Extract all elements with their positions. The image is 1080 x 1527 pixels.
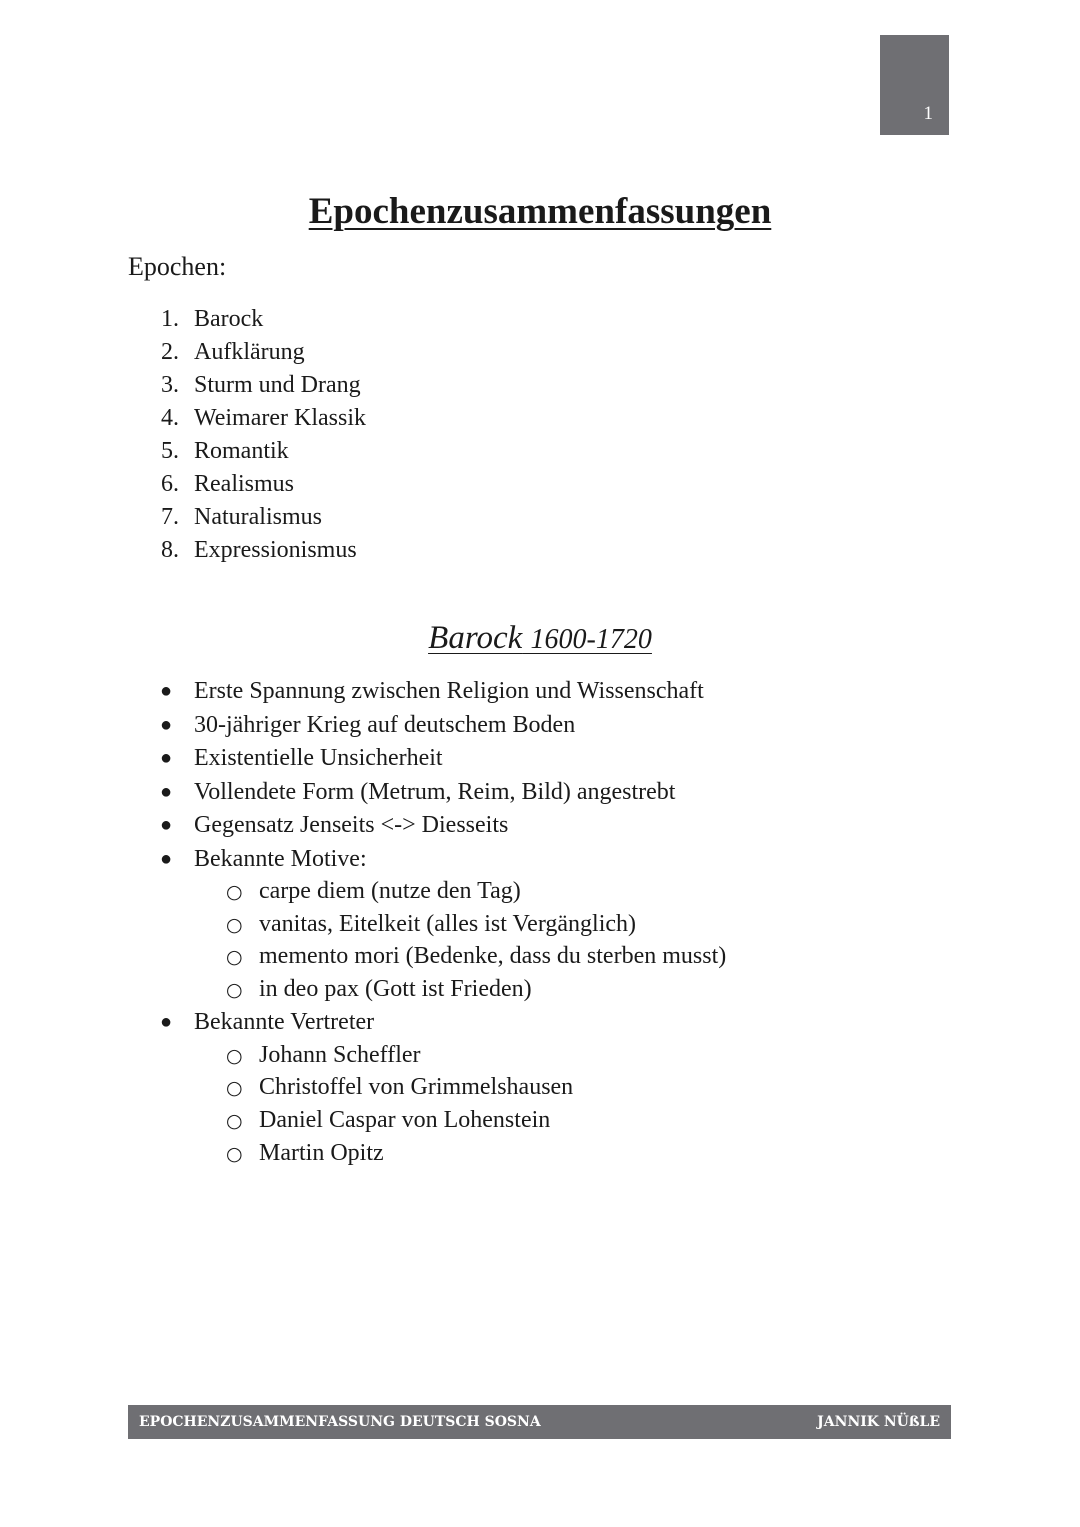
epochs-label: Epochen: [128,252,227,281]
list-item [161,468,366,501]
list-label: Aufklärung [194,339,305,365]
list-number: 6. [161,471,179,497]
page-number-tab [880,35,949,135]
footer-author: JANNIK NÜßLE [817,1414,940,1430]
list-number: 2. [161,339,179,365]
bullet-icon: ● [160,1011,173,1034]
list-item [160,809,726,843]
page-number: 1 [923,103,933,124]
motive-list [160,876,726,1006]
circle-bullet-icon: ○ [226,1142,243,1165]
sub-list-item [226,909,726,942]
list-number: 8. [161,537,179,563]
bullet-text: Vollendete Form (Metrum, Reim, Bild) angestrebt [194,778,676,805]
sub-list-item [226,941,726,974]
list-item [160,709,726,743]
list-number: 3. [161,372,179,398]
list-item [161,336,366,369]
sub-list-item [226,1072,726,1105]
list-item [161,501,366,534]
barock-heading [0,620,1080,657]
circle-bullet-icon: ○ [226,1044,243,1067]
bullet-text: Gegensatz Jenseits <-> Diesseits [194,812,509,838]
bullet-icon: ● [160,847,173,870]
list-label: Expressionismus [194,537,357,563]
epoch-years: 1600-1720 [530,624,652,655]
bullet-icon: ● [160,713,173,736]
bullet-text: Bekannte Vertreter [194,1009,375,1036]
list-label: Naturalismus [194,504,322,530]
list-item [160,776,726,810]
list-item [160,742,726,776]
list-label: Romantik [194,438,289,464]
circle-bullet-icon: ○ [226,978,243,1001]
list-number: 7. [161,504,179,530]
bullet-text: Erste Spannung zwischen Religion und Wissenschaft [194,678,704,704]
sub-bullet-text: carpe diem (nutze den Tag) [259,878,521,904]
bullet-icon: ● [160,814,173,836]
list-item [160,1006,726,1170]
list-item [160,675,726,709]
list-item [161,369,366,402]
list-label: Barock [194,306,264,332]
list-number: 5. [161,438,179,464]
page-footer [128,1405,951,1439]
circle-bullet-icon: ○ [226,1077,243,1100]
sub-list-item [226,974,726,1007]
sub-list-item [226,1138,726,1171]
bullet-icon: ● [160,780,173,803]
circle-bullet-icon: ○ [226,881,243,903]
list-label: Realismus [194,471,294,497]
sub-bullet-text: Johann Scheffler [259,1041,421,1068]
circle-bullet-icon: ○ [226,946,243,969]
list-label: Sturm und Drang [194,372,361,398]
list-item [160,843,726,1007]
sub-bullet-text: Daniel Caspar von Lohenstein [259,1107,551,1134]
bullet-icon: ● [160,747,173,769]
circle-bullet-icon: ○ [226,913,243,936]
sub-bullet-text: in deo pax (Gott ist Frieden) [259,975,532,1002]
sub-bullet-text: Christoffel von Grimmelshausen [259,1074,574,1101]
sub-bullet-text: memento mori (Bedenke, dass du sterben musst) [259,943,727,970]
sub-list-item [226,876,726,909]
circle-bullet-icon: ○ [226,1110,243,1133]
vertreter-list [160,1040,726,1170]
page-title-text: Epochenzusammenfassungen [308,191,772,232]
bullet-icon: ● [160,680,173,702]
epoch-list [161,303,366,567]
barock-bullet-list [160,675,726,1170]
list-item [161,435,366,468]
list-number: 4. [161,405,179,431]
sub-list-item [226,1105,726,1138]
bullet-text: 30-jähriger Krieg auf deutschem Boden [194,711,576,738]
list-item [161,303,366,336]
sub-bullet-text: vanitas, Eitelkeit (alles ist Vergänglich) [259,910,637,937]
sub-bullet-text: Martin Opitz [259,1139,384,1166]
list-label: Weimarer Klassik [194,405,367,431]
bullet-text: Bekannte Motive: [194,845,367,872]
footer-document-title: EPOCHENZUSAMMENFASSUNG DEUTSCH SOSNA [139,1414,541,1430]
list-item [161,402,366,435]
bullet-text: Existentielle Unsicherheit [194,745,443,771]
list-item [161,534,366,567]
list-number: 1. [161,306,179,332]
sub-list-item [226,1040,726,1073]
epoch-name: Barock [428,620,523,656]
page-title [0,190,1080,233]
